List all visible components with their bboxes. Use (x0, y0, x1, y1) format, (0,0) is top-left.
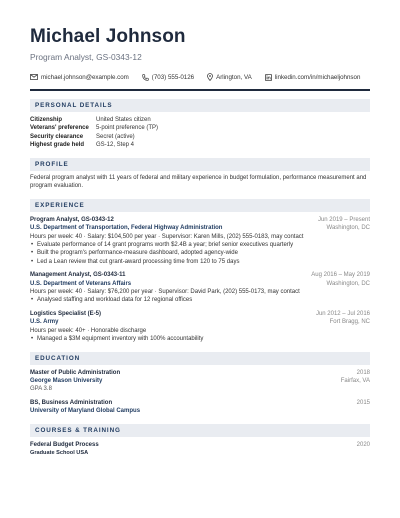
detail-label: Security clearance (30, 133, 84, 140)
profile-summary: Federal program analyst with 11 years of federal and military experience in budget formulation, performance measurement and program evaluation. (30, 174, 367, 190)
personal-details (30, 116, 370, 150)
detail-label: Veterans' preference (30, 125, 89, 132)
job-bullet: • Managed a $3M equipment inventory with 100% accountability (30, 335, 370, 343)
job-location: Washington, DC (326, 225, 370, 232)
detail-value: GS-12, Step 4 (96, 142, 135, 149)
job-organization: U.S. Department of Transportation, Federal Highway Administration (30, 225, 223, 232)
contact-phone[interactable] (142, 74, 194, 81)
school-location: Fairfax, VA (340, 377, 370, 384)
section-heading-courses: COURSES & TRAINING (30, 424, 370, 437)
header-divider (30, 89, 370, 91)
job-meta: Hours per week: 40 · Salary: $104,500 per year · Supervisor: Karen Mills, (202) 555-0183, may contact (30, 233, 304, 240)
linkedin-text: linkedin.com/in/michaeljohnson (274, 73, 361, 81)
job-title: Management Analyst, GS-0343-11 (30, 272, 126, 279)
section-heading-experience: EXPERIENCE (30, 199, 370, 212)
job-entry (30, 310, 370, 344)
course-name: Federal Budget Process (30, 441, 99, 448)
detail-label: Citizenship (30, 117, 63, 123)
job-dates: Jun 2012 – Jul 2016 (315, 310, 370, 317)
school-name: University of Maryland Global Campus (30, 408, 141, 415)
personal-row (30, 141, 370, 149)
degree-name: Master of Public Administration (30, 369, 121, 376)
section-heading-education: EDUCATION (30, 352, 370, 365)
linkedin-icon (265, 74, 272, 81)
section-heading-personal: PERSONAL DETAILS (30, 99, 370, 112)
candidate-name: Michael Johnson (30, 26, 186, 47)
job-organization: U.S. Department of Veterans Affairs (30, 280, 132, 287)
personal-row (30, 116, 370, 124)
job-meta: Hours per week: 40 · Salary: $76,200 per year · Supervisor: David Park, (202) 555-0173, may contact (30, 289, 300, 296)
phone-text: (703) 555-0126 (151, 73, 195, 81)
job-bullets (30, 296, 370, 304)
job-location: Fort Bragg, NC (329, 319, 370, 326)
job-dates: Aug 2016 – May 2019 (311, 272, 370, 279)
job-bullet: • Evaluate performance of 14 grant programs worth $2.4B a year; brief senior executives quarterly (30, 241, 370, 249)
section-heading-profile: PROFILE (30, 158, 370, 171)
job-bullet: • Analysed staffing and workload data for 12 regional offices (30, 296, 370, 304)
degree-year: 2018 (356, 369, 370, 376)
education-note: GPA 3.8 (30, 386, 52, 393)
contact-location (207, 73, 252, 81)
course-year: 2020 (356, 441, 370, 448)
job-entry (30, 216, 370, 266)
job-entry (30, 271, 370, 305)
degree-year: 2015 (356, 399, 370, 406)
job-title: Logistics Specialist (E-5) (30, 310, 102, 317)
personal-row (30, 133, 370, 141)
detail-value: United States citizen (96, 117, 151, 123)
contact-linkedin[interactable] (265, 74, 361, 81)
email-text: michael.johnson@example.com (41, 73, 129, 81)
personal-row (30, 124, 370, 132)
education-entry (30, 369, 370, 394)
course-provider: Graduate School USA (30, 449, 89, 456)
school-name: George Mason University (30, 377, 103, 384)
detail-value: Secret (active) (96, 133, 135, 140)
contact-email[interactable] (30, 74, 129, 81)
candidate-title: Program Analyst, GS-0343-12 (30, 52, 142, 62)
job-title: Program Analyst, GS-0343-12 (30, 216, 114, 223)
phone-icon (142, 74, 149, 81)
education-entry (30, 399, 370, 416)
job-bullet: • Built the program's performance-measure dashboard, adopted agency-wide (30, 249, 370, 257)
degree-name: BS, Business Administration (30, 399, 113, 406)
detail-label: Highest grade held (30, 142, 85, 149)
job-bullet: • Led a Lean review that cut grant-award processing time from 120 to 75 days (30, 258, 370, 266)
job-bullets (30, 241, 370, 266)
contact-bar (30, 72, 370, 82)
location-text: Arlington, VA (216, 73, 252, 81)
email-icon (30, 74, 38, 80)
location-pin-icon (207, 73, 213, 81)
job-dates: Jun 2019 – Present (317, 216, 370, 223)
job-location: Washington, DC (326, 280, 370, 287)
course-entry (30, 441, 370, 457)
detail-value: 5-point preference (TP) (96, 125, 159, 132)
job-bullets (30, 335, 370, 343)
job-organization: U.S. Army (30, 319, 59, 326)
job-meta: Hours per week: 40+ · Honorable discharge (30, 327, 147, 334)
